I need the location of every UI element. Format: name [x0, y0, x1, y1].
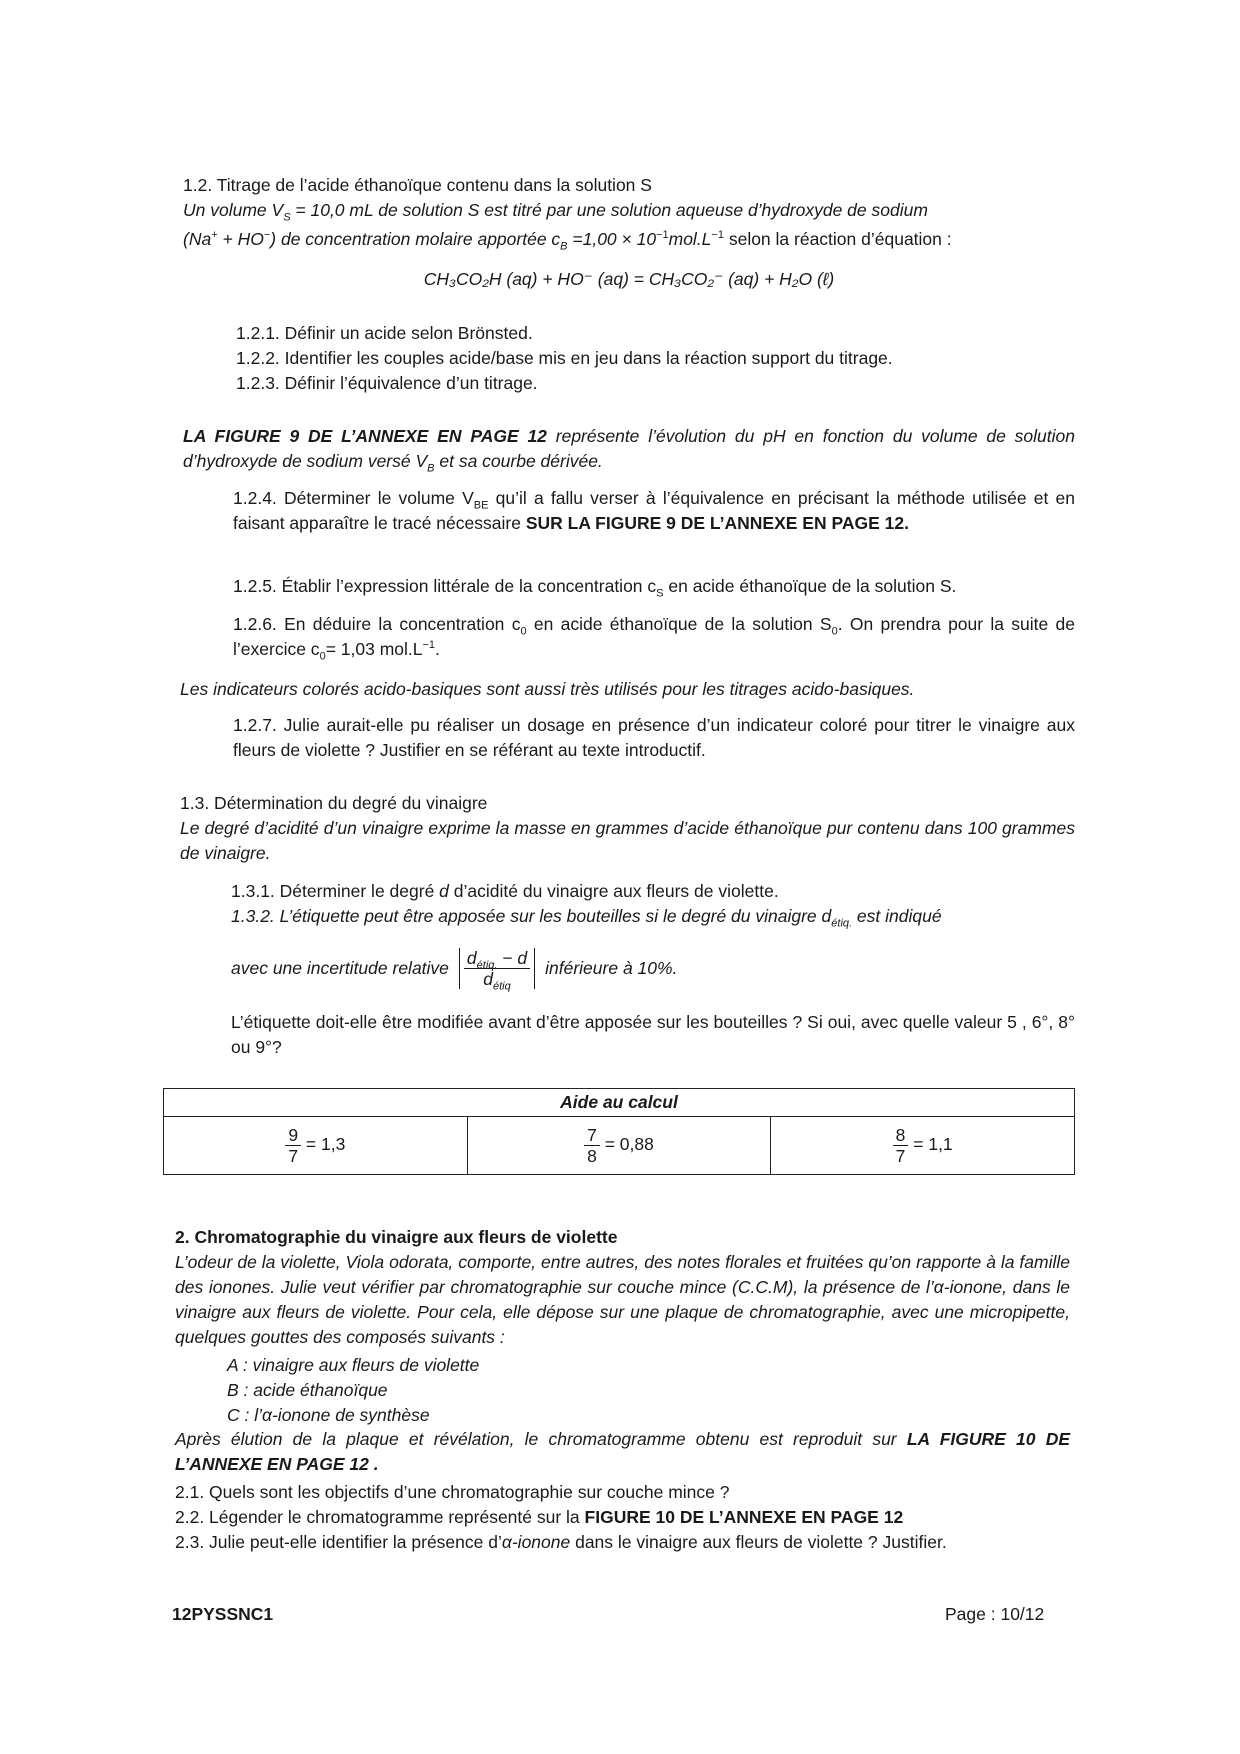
- aide-title: Aide au calcul: [164, 1089, 1075, 1117]
- question-1-3-1: 1.3.1. Déterminer le degré d d’acidité du vinaigre aux fleurs de violette.: [231, 881, 779, 901]
- question-1-2-2: 1.2.2. Identifier les couples acide/base mis en jeu dans la réaction support du titrage.: [236, 348, 893, 368]
- question-1-2-6: 1.2.6. En déduire la concentration $c_0$ en acide éthanoïque de la solution $S_0$. On prendra pour la suite de l’exercice $c_0= 1,03$ $mol.L^{-1}$.: [233, 614, 1076, 663]
- question-2-2: 2.2. Légender le chromatogramme représenté sur la FIGURE 10 DE L’ANNEXE EN PAGE 12: [175, 1507, 904, 1527]
- section-2-after-elution: Après élution de la plaque et révélation, le chromatogramme obtenu est reproduit sur LA FIGURE 10 DE L’ANNEXE EN PAGE 12 .: [175, 1429, 1071, 1474]
- titration-equation: CH₃CO₂H (aq) + HO⁻ (aq) = CH₃CO₂⁻ (aq) + H₂O (ℓ): [423, 269, 835, 289]
- question-1-2-5: 1.2.5. Établir l’expression littérale de la concentration $c_S$ en acide éthanoïque de la solution S.: [233, 576, 957, 600]
- question-1-2-7: 1.2.7. Julie aurait-elle pu réaliser un dosage en présence d’un indicateur coloré pour titrer le vinaigre aux fleurs de violette ? Justifier en se référant au texte introductif.: [233, 715, 1075, 760]
- figure-9-intro: LA FIGURE 9 DE L’ANNEXE EN PAGE 12 représente l’évolution du pH en fonction du volume de solution d’hydroxyde de sodium versé $V_B$ et sa courbe dérivée.: [183, 426, 1075, 475]
- indicators-note: Les indicateurs colorés acido-basiques sont aussi très utilisés pour les titrages acido-basiques.: [180, 679, 915, 699]
- question-1-2-4: 1.2.4. Déterminer le volume $V_{BE}$ qu’il a fallu verser à l’équivalence en précisant la méthode utilisée et en faisant apparaître le tracé nécessaire SUR LA FIGURE 9 DE L’ANNEXE EN PAGE 12.: [233, 488, 1076, 533]
- section-1-3-title: 1.3. Détermination du degré du vinaigre: [180, 793, 488, 813]
- aide-cell: $\frac{8}{7}$ = 1,1: [771, 1117, 1075, 1175]
- question-1-3-2-line1: 1.3.2. L’étiquette peut être apposée sur les bouteilles si le degré du vinaigre $d_{étiq.}$ est indiqué: [231, 906, 942, 930]
- section-1-2-line2: (Na+ + HO−) de concentration molaire apportée $c_B =1,00 \times 10^{-1}mol.L^{-1}$ selon la réaction d’équation :: [183, 229, 952, 253]
- section-2-title: 2. Chromatographie du vinaigre aux fleurs de violette: [175, 1227, 618, 1247]
- question-1-3-2-line2: avec une incertitude relative $\frac{d_{étiq.} - d}{d_{étiq}}$ inférieure à 10%.: [231, 947, 678, 992]
- question-1-2-1: 1.2.1. Définir un acide selon Brönsted.: [236, 323, 533, 343]
- section-1-2-title: 1.2. Titrage de l’acide éthanoïque contenu dans la solution S: [183, 175, 652, 195]
- aide-cell: $\frac{9}{7}$ = 1,3: [164, 1117, 468, 1175]
- aide-au-calcul-table: [163, 1088, 1075, 1175]
- section-2-paragraph: L’odeur de la violette, Viola odorata, comporte, entre autres, des notes florales et fruitées qu’on rapporte à la famille des ionones. Julie veut vérifier par chromatographie sur couche mince (C.C.M), la présence de l’α-ionone, dans le vinaigre aux fleurs de violette. Pour cela, elle dépose sur une plaque de chromatographie, avec une micropipette, quelques gouttes des composés suivants :: [175, 1252, 1070, 1347]
- relative-uncertainty-formula: $\frac{d_{étiq.} - d}{d_{étiq}}$: [459, 948, 535, 989]
- list-item-c: C : l’α-ionone de synthèse: [227, 1405, 430, 1425]
- list-item-a: A : vinaigre aux fleurs de violette: [227, 1355, 480, 1375]
- list-item-b: B : acide éthanoïque: [227, 1380, 388, 1400]
- question-1-3-2-end: L’étiquette doit-elle être modifiée avant d’être apposée sur les bouteilles ? Si oui, avec quelle valeur 5 , 6°, 8° ou 9°?: [231, 1012, 1075, 1057]
- section-1-3-definition: Le degré d’acidité d’un vinaigre exprime la masse en grammes d’acide éthanoïque pur contenu dans 100 grammes de vinaigre.: [180, 818, 1075, 863]
- question-1-2-3: 1.2.3. Définir l’équivalence d’un titrage.: [236, 373, 538, 393]
- question-2-3: 2.3. Julie peut-elle identifier la présence d’α-ionone dans le vinaigre aux fleurs de violette ? Justifier.: [175, 1532, 947, 1552]
- aide-cell: $\frac{7}{8}$ = 0,88: [467, 1117, 771, 1175]
- section-1-2-line1: Un volume $V_S = 10,0$ mL de solution S est titré par une solution aqueuse d’hydroxyde de sodium: [183, 200, 928, 224]
- question-2-1: 2.1. Quels sont les objectifs d’une chromatographie sur couche mince ?: [175, 1482, 730, 1502]
- footer-exam-code: 12PYSSNC1: [172, 1604, 274, 1624]
- footer-page-number: Page : 10/12: [945, 1604, 1045, 1624]
